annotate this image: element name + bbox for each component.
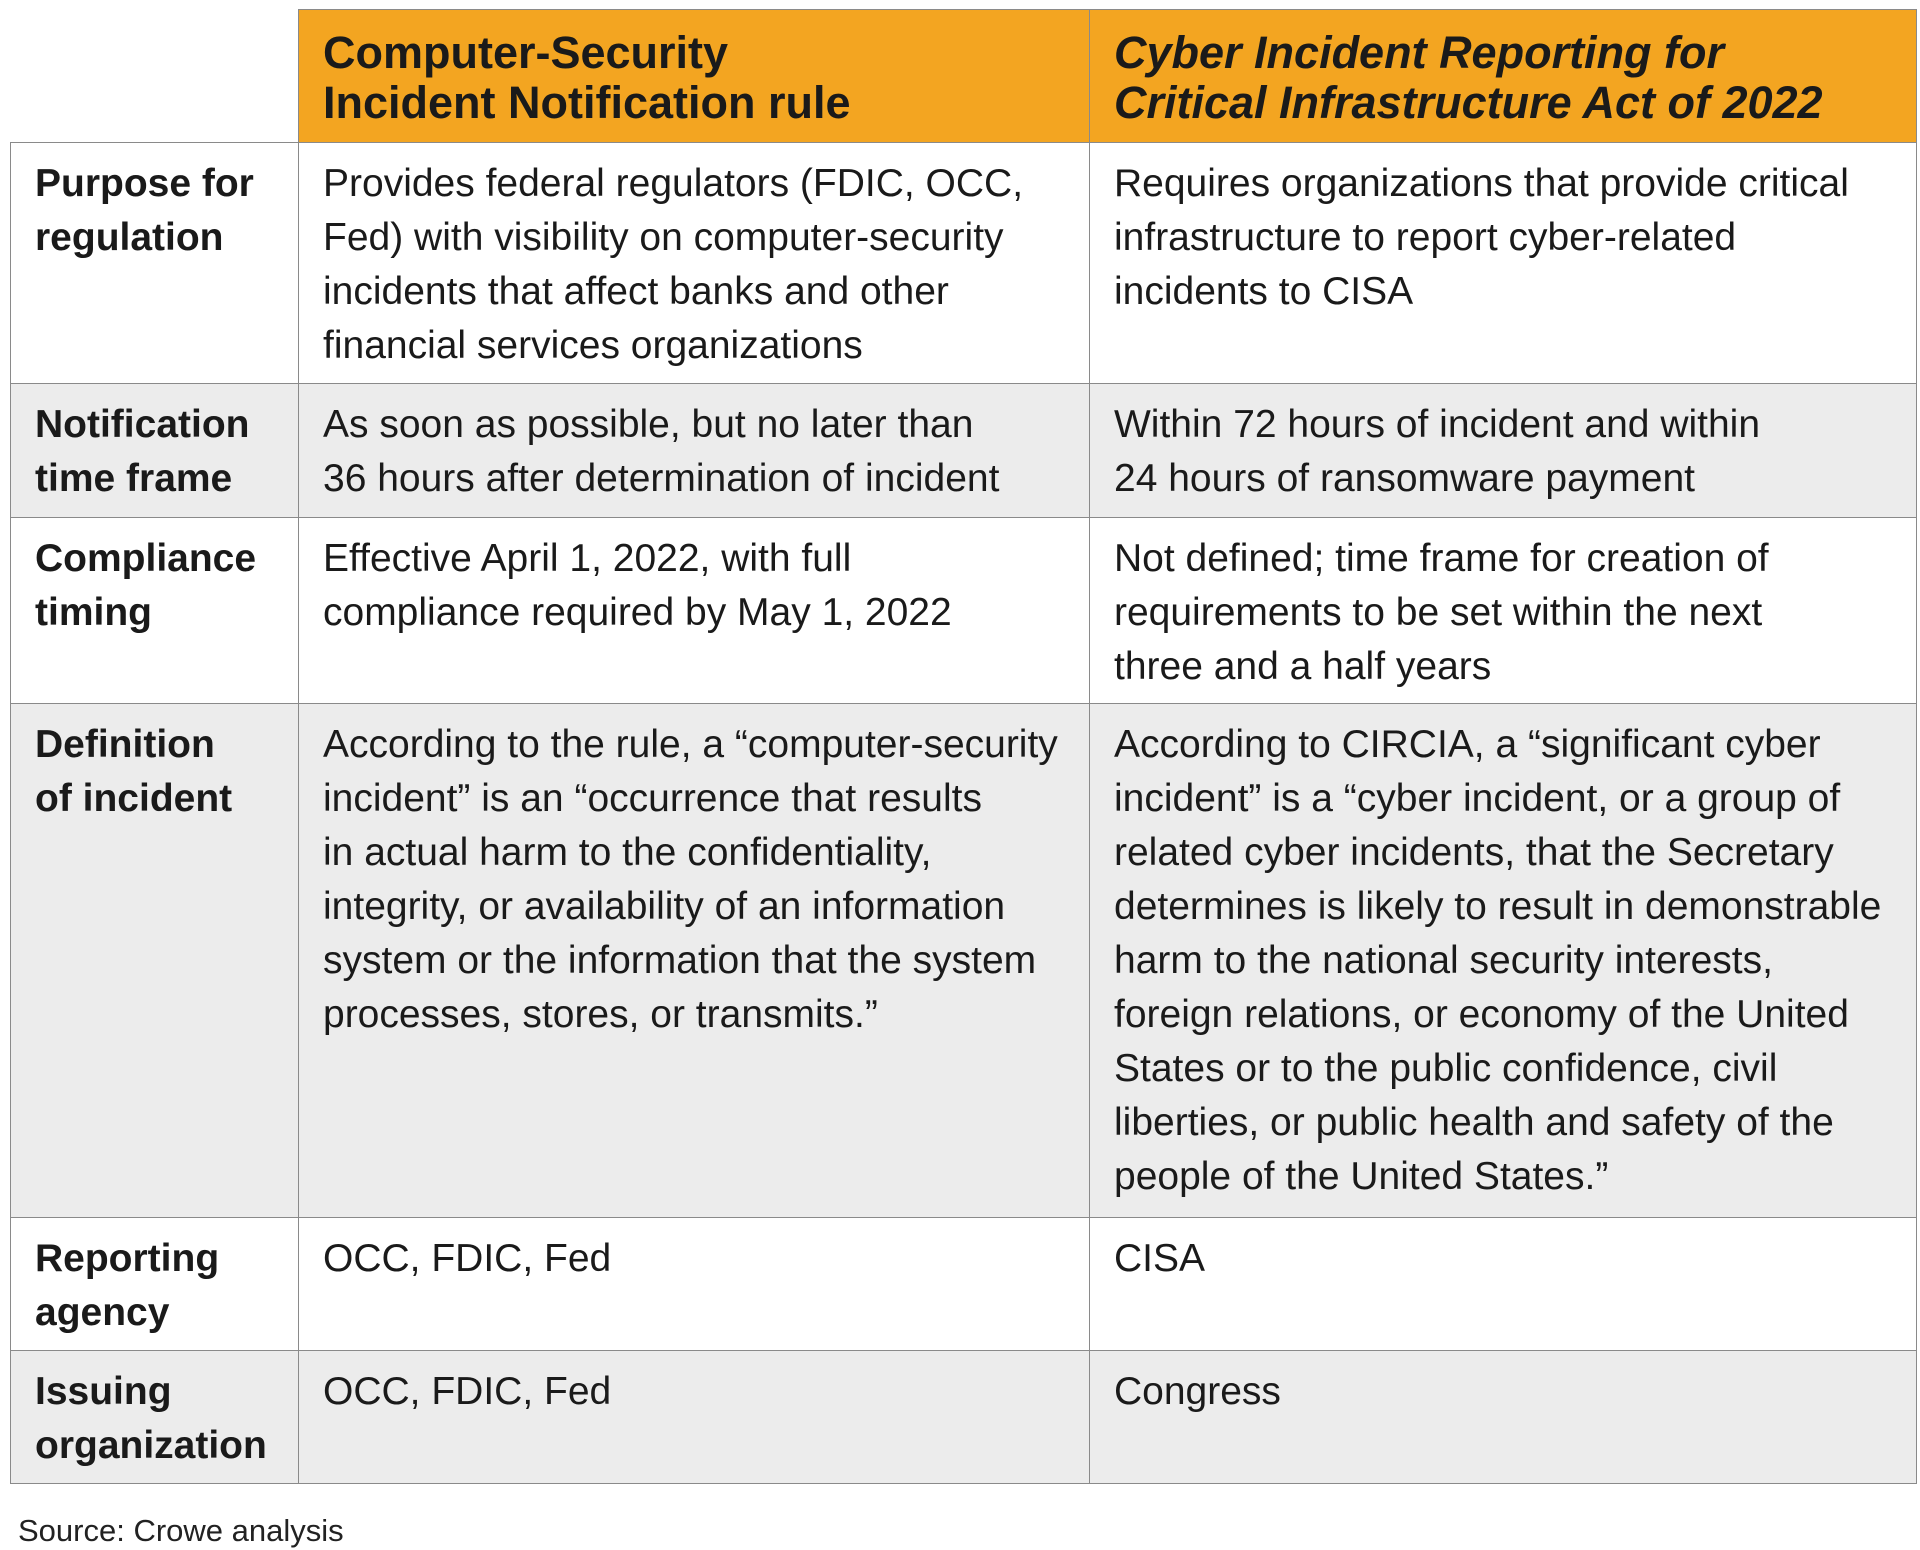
table-row-reporting-agency bbox=[11, 1218, 1917, 1351]
source-note: Source: Crowe analysis bbox=[18, 1513, 344, 1548]
row-label-text: Purpose for regulation bbox=[35, 162, 254, 259]
cell-text: According to the rule, a “computer-security incident” is an “occurrence that results in actual harm to the confidentiality, integrity, or availability of an information system or the information that the system processes, stores, or transmits.” bbox=[323, 723, 1058, 1036]
cell-purpose-rule bbox=[299, 143, 1090, 384]
cell-text: Within 72 hours of incident and within 24 hours of ransomware payment bbox=[1114, 403, 1761, 500]
cell-text: Effective April 1, 2022, with full compliance required by May 1, 2022 bbox=[323, 537, 952, 634]
cell-text: According to CIRCIA, a “significant cyber incident” is a “cyber incident, or a group of related cyber incidents, that the Secretary determines is likely to result in demonstrable harm to the national security interests, foreign relations, or economy of the United States or to the public confidence, civil liberties, or public health and safety of the people of the United States.” bbox=[1114, 723, 1882, 1198]
cell-issuing-organization-circia bbox=[1090, 1351, 1917, 1484]
cell-reporting-agency-circia bbox=[1090, 1218, 1917, 1351]
cell-text: Requires organizations that provide critical infrastructure to report cyber-related incidents to CISA bbox=[1114, 162, 1849, 313]
cell-text: OCC, FDIC, Fed bbox=[323, 1237, 612, 1280]
cell-compliance-circia bbox=[1090, 518, 1917, 704]
row-label-text: Notification time frame bbox=[35, 403, 250, 500]
header-computer-security-rule bbox=[299, 10, 1090, 143]
row-label-purpose bbox=[11, 143, 299, 384]
row-label-text: Compliance timing bbox=[35, 537, 257, 634]
comparison-table-container bbox=[10, 9, 1916, 1484]
table-row-issuing-organization bbox=[11, 1351, 1917, 1484]
row-label-text: Definition of incident bbox=[35, 723, 233, 820]
row-label-definition bbox=[11, 704, 299, 1218]
row-label-text: Issuing organization bbox=[35, 1370, 267, 1467]
table-row-notification bbox=[11, 384, 1917, 518]
header-circia-text: Cyber Incident Reporting for Critical Infrastructure Act of 2022 bbox=[1114, 27, 1823, 128]
table-row-compliance bbox=[11, 518, 1917, 704]
cell-text: Provides federal regulators (FDIC, OCC, Fed) with visibility on computer-security incidents that affect banks and other financial services organizations bbox=[323, 162, 1024, 367]
header-computer-security-rule-text: Computer-Security Incident Notification rule bbox=[323, 27, 851, 128]
row-label-compliance bbox=[11, 518, 299, 704]
cell-compliance-rule bbox=[299, 518, 1090, 704]
cell-notification-rule bbox=[299, 384, 1090, 518]
table-row-purpose bbox=[11, 143, 1917, 384]
cell-text: Not defined; time frame for creation of requirements to be set within the next three and a half years bbox=[1114, 537, 1769, 688]
row-label-reporting-agency bbox=[11, 1218, 299, 1351]
cell-notification-circia bbox=[1090, 384, 1917, 518]
cell-definition-circia bbox=[1090, 704, 1917, 1218]
header-corner-empty bbox=[11, 10, 299, 143]
header-circia bbox=[1090, 10, 1917, 143]
cell-reporting-agency-rule bbox=[299, 1218, 1090, 1351]
cell-text: CISA bbox=[1114, 1237, 1206, 1280]
row-label-issuing-organization bbox=[11, 1351, 299, 1484]
comparison-table bbox=[10, 9, 1917, 1484]
cell-text: As soon as possible, but no later than 36 hours after determination of incident bbox=[323, 403, 1000, 500]
header-row bbox=[11, 10, 1917, 143]
row-label-notification bbox=[11, 384, 299, 518]
row-label-text: Reporting agency bbox=[35, 1237, 220, 1334]
cell-definition-rule bbox=[299, 704, 1090, 1218]
cell-purpose-circia bbox=[1090, 143, 1917, 384]
cell-text: Congress bbox=[1114, 1370, 1281, 1413]
table-row-definition bbox=[11, 704, 1917, 1218]
cell-text: OCC, FDIC, Fed bbox=[323, 1370, 612, 1413]
cell-issuing-organization-rule bbox=[299, 1351, 1090, 1484]
